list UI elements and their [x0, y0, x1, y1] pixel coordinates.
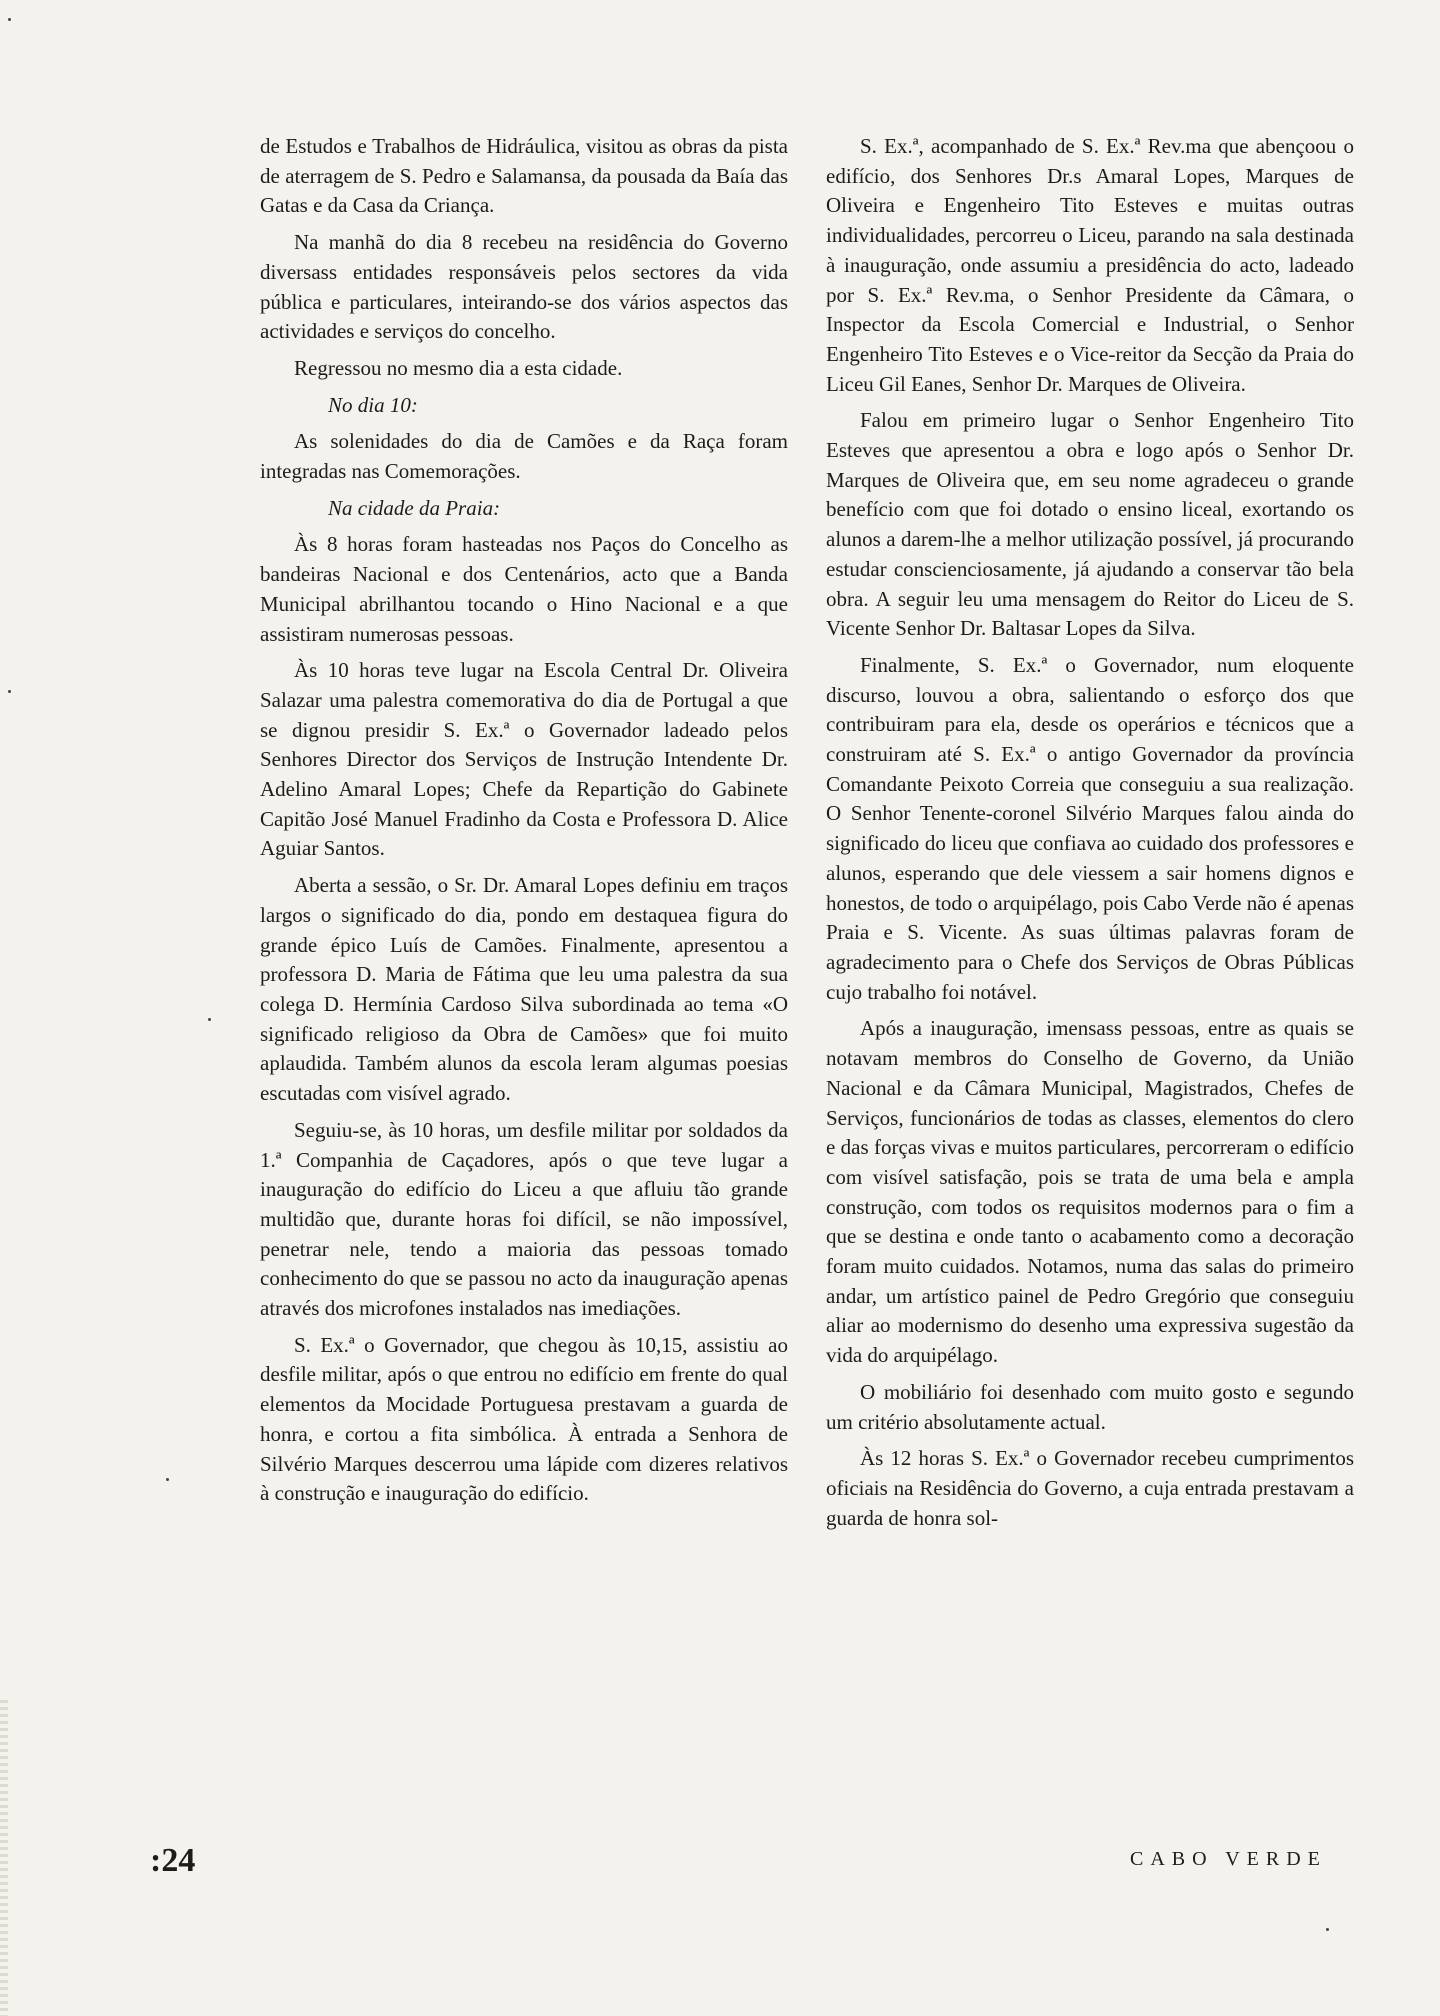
paragraph: Regressou no mesmo dia a esta cidade.	[294, 355, 623, 380]
paragraph: Seguiu-se, às 10 horas, um desfile militar por soldados da 1.ª Companhia de Caçadores, após o que teve lugar a inauguração do edifício do Liceu a que afluiu tão grande multidão que, durante horas foi difícil, se não impossível, penetrar nele, tendo a maioria das pessoas tomado conhecimento do que se passou no acto da inauguração apenas através dos microfones instalados nas imediações.	[260, 1117, 788, 1321]
scan-speck	[166, 1478, 169, 1481]
paragraph: Às 10 horas teve lugar na Escola Central Dr. Oliveira Salazar uma palestra comemorativa do dia de Portugal a que se dignou presidir S. Ex.ª o Governador ladeado pelos Senhores Director dos Serviços de Instrução Intendente Dr. Adelino Amaral Lopes; Chefe da Repartição do Gabinete Capitão José Manuel Fradinho da Costa e Professora D. Alice Aguiar Santos.	[260, 658, 788, 861]
paragraph: Falou em primeiro lugar o Senhor Engenheiro Tito Esteves que apresentou a obra e logo após o Senhor Dr. Marques de Oliveira que, em seu nome agradeceu o grande benefício com que foi dotado o ensino liceal, exortando os alunos a darem-lhe a melhor utilização possível, já procurando estudar conscienciosamente, já ajudando a conservar tão bela obra. A seguir leu uma mensagem do Reitor do Liceu de S. Vicente Senhor Dr. Baltasar Lopes da Silva.	[826, 408, 1354, 641]
paragraph: S. Ex.ª o Governador, que chegou às 10,15, assistiu ao desfile militar, após o que entrou no edifício em frente do qual elementos da Mocidade Portuguesa prestavam a guarda de honra, e cortou a fita simbólica. À entrada a Senhora de Silvério Marques descerrou uma lápide com dizeres relativos à construção e inauguração do edifício.	[260, 1332, 788, 1506]
paragraph: O mobiliário foi desenhado com muito gosto e segundo um critério absolutamente actual.	[826, 1379, 1354, 1434]
scan-speck	[208, 1018, 211, 1021]
scan-speck	[8, 690, 11, 693]
paragraph: Finalmente, S. Ex.ª o Governador, num eloquente discurso, louvou a obra, salientando o esforço dos que contribuiram para ela, desde os operários e técnicos que a construiram até S. Ex.ª o antigo Governador da província Comandante Peixoto Correia que conseguiu a sua realização. O Senhor Tenente-coronel Silvério Marques falou ainda do significado do liceu que confiava ao cuidado dos professores e alunos, esperando que dele viessem a sair homens dignos e honestos, de todo o arquipélago, pois Cabo Verde não é apenas Praia e S. Vicente. As suas últimas palavras foram de agradecimento para o Chefe dos Serviços de Obras Públicas cujo trabalho foi notável.	[826, 652, 1354, 1004]
right-column	[826, 132, 1354, 1540]
paragraph: Às 8 horas foram hasteadas nos Paços do Concelho as bandeiras Nacional e dos Centenários, acto que a Banda Municipal abrilhantou tocando o Hino Nacional e a que assistiram numerosas pessoas.	[260, 532, 788, 646]
paragraph: Aberta a sessão, o Sr. Dr. Amaral Lopes definiu em traços largos o significado do dia, pondo em destaquea figura do grande épico Luís de Camões. Finalmente, apresentou a professora D. Maria de Fátima que leu uma palestra da sua colega D. Hermínia Cardoso Silva subordinada ao tema «O significado religioso da Obra de Camões» que foi muito aplaudida. Também alunos da escola leram algumas poesias escutadas com visível agrado.	[260, 873, 788, 1106]
paragraph: de Estudos e Trabalhos de Hidráulica, visitou as obras da pista de aterragem de S. Pedro e Salamansa, da pousada da Baía das Gatas e da Casa da Criança.	[260, 134, 788, 218]
left-column	[260, 132, 788, 1516]
page-number: :24	[150, 1842, 196, 1879]
scan-speck	[1326, 1928, 1329, 1931]
paragraph: Na manhã do dia 8 recebeu na residência do Governo diversass entidades responsáveis pelos sectores da vida pública e particulares, inteirando-se dos vários aspectos das actividades e serviços do concelho.	[260, 230, 788, 344]
paragraph: S. Ex.ª, acompanhado de S. Ex.ª Rev.ma que abençoou o edifício, dos Senhores Dr.s Amaral Lopes, Marques de Oliveira e Engenheiro Tito Esteves e muitas outras individualidades, percorreu o Liceu, parando na sala destinada à inauguração, onde assumiu a presidência do acto, ladeado por S. Ex.ª Rev.ma, o Senhor Presidente da Câmara, o Inspector da Escola Comercial e Industrial, o Senhor Engenheiro Tito Esteves e o Vice-reitor da Secção da Praia do Liceu Gil Eanes, Senhor Dr. Marques de Oliveira.	[826, 134, 1354, 396]
subheading: Na cidade da Praia:	[328, 495, 501, 520]
scan-edge-noise	[0, 1700, 8, 2016]
running-footer-title: CABO VERDE	[1130, 1848, 1327, 1870]
paragraph: As solenidades do dia de Camões e da Raça foram integradas nas Comemorações.	[260, 429, 788, 484]
scan-speck	[8, 18, 11, 21]
paragraph: Após a inauguração, imensass pessoas, entre as quais se notavam membros do Conselho de Governo, da União Nacional e da Câmara Municipal, Magistrados, Chefes de Serviços, funcionários de todas as classes, elementos do clero e das forças vivas e muitos particulares, percorreram o edifício com visível satisfação, pois se trata de uma bela e ampla construção, com todos os requisitos modernos para o fim a que se destina e onde tanto o acabamento como a decoração foram muito cuidados. Notamos, numa das salas do primeiro andar, um artístico painel de Pedro Gregório que conseguiu aliar ao modernismo do desenho uma expressiva sugestão da vida do arquipélago.	[826, 1016, 1354, 1368]
subheading: No dia 10:	[328, 392, 418, 417]
paragraph: Às 12 horas S. Ex.ª o Governador recebeu cumprimentos oficiais na Residência do Governo, a cuja entrada prestavam a guarda de honra sol-	[826, 1446, 1354, 1530]
